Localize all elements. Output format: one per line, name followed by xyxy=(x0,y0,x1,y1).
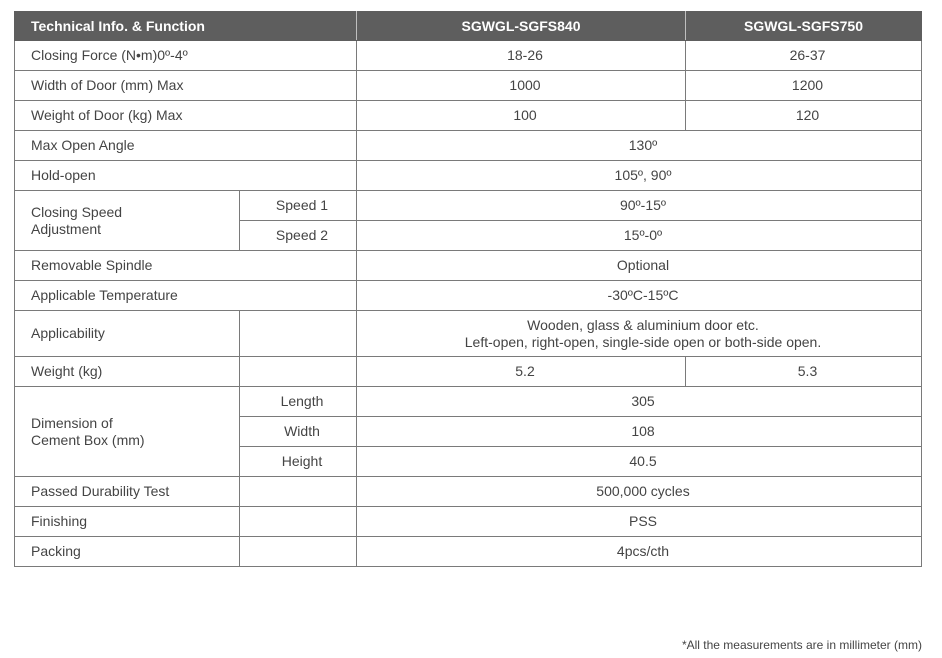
row-label: Width of Door (mm) Max xyxy=(15,71,357,101)
row-label: Finishing xyxy=(15,507,240,537)
header-model-840: SGWGL-SGFS840 xyxy=(357,12,686,41)
table-row xyxy=(15,387,922,417)
sub-label: Height xyxy=(240,447,357,477)
row-label: Applicability xyxy=(15,311,240,357)
value-750: 120 xyxy=(686,101,922,131)
shared-value: 105º, 90º xyxy=(357,161,922,191)
value-840: 100 xyxy=(357,101,686,131)
row-label: Applicable Temperature xyxy=(15,281,357,311)
shared-value: 305 xyxy=(357,387,922,417)
footnote: *All the measurements are in millimeter (mm) xyxy=(681,638,922,652)
table-row xyxy=(15,251,922,281)
row-label: Max Open Angle xyxy=(15,131,357,161)
shared-value: 130º xyxy=(357,131,922,161)
shared-value: 90º-15º xyxy=(357,191,922,221)
closing-speed-label xyxy=(15,191,240,251)
empty-cell xyxy=(240,311,357,357)
row-label: Weight (kg) xyxy=(15,357,240,387)
sub-label: Speed 1 xyxy=(240,191,357,221)
table-row xyxy=(15,191,922,221)
empty-cell xyxy=(240,477,357,507)
sub-label: Length xyxy=(240,387,357,417)
table-row xyxy=(15,161,922,191)
row-label: Removable Spindle xyxy=(15,251,357,281)
header-row xyxy=(15,12,922,41)
applicability-line2: Left-open, right-open, single-side open or both-side open. xyxy=(464,333,822,350)
row-label: Passed Durability Test xyxy=(15,477,240,507)
row-label: Closing Force (N•m)0º-4º xyxy=(15,41,357,71)
shared-value: 40.5 xyxy=(357,447,922,477)
value-750: 5.3 xyxy=(686,357,922,387)
shared-value: 15º-0º xyxy=(357,221,922,251)
row-label: Packing xyxy=(15,537,240,567)
empty-cell xyxy=(240,537,357,567)
closing-speed-label-line1: Closing Speed xyxy=(31,203,123,220)
empty-cell xyxy=(240,507,357,537)
table-row xyxy=(15,41,922,71)
table-row xyxy=(15,357,922,387)
shared-value: 500,000 cycles xyxy=(357,477,922,507)
applicability-value xyxy=(357,311,922,357)
table-row xyxy=(15,311,922,357)
dimension-label xyxy=(15,387,240,477)
dimension-label-line2: Cement Box (mm) xyxy=(31,431,145,448)
row-label: Weight of Door (kg) Max xyxy=(15,101,357,131)
value-750: 26-37 xyxy=(686,41,922,71)
spec-table xyxy=(14,11,922,567)
closing-speed-label-line2: Adjustment xyxy=(31,220,102,237)
dimension-label-line1: Dimension of xyxy=(31,414,113,431)
table-row xyxy=(15,507,922,537)
empty-cell xyxy=(240,357,357,387)
shared-value: Optional xyxy=(357,251,922,281)
header-model-750: SGWGL-SGFS750 xyxy=(686,12,922,41)
sub-label: Width xyxy=(240,417,357,447)
table-row xyxy=(15,537,922,567)
applicability-line1: Wooden, glass & aluminium door etc. xyxy=(527,316,759,333)
value-750: 1200 xyxy=(686,71,922,101)
sub-label: Speed 2 xyxy=(240,221,357,251)
shared-value: 108 xyxy=(357,417,922,447)
shared-value: -30ºC-15ºC xyxy=(357,281,922,311)
header-function: Technical Info. & Function xyxy=(15,12,357,41)
value-840: 18-26 xyxy=(357,41,686,71)
value-840: 1000 xyxy=(357,71,686,101)
shared-value: 4pcs/cth xyxy=(357,537,922,567)
shared-value: PSS xyxy=(357,507,922,537)
row-label: Hold-open xyxy=(15,161,357,191)
table-row xyxy=(15,281,922,311)
value-840: 5.2 xyxy=(357,357,686,387)
table-row xyxy=(15,71,922,101)
table-row xyxy=(15,131,922,161)
table-row xyxy=(15,101,922,131)
table-row xyxy=(15,477,922,507)
